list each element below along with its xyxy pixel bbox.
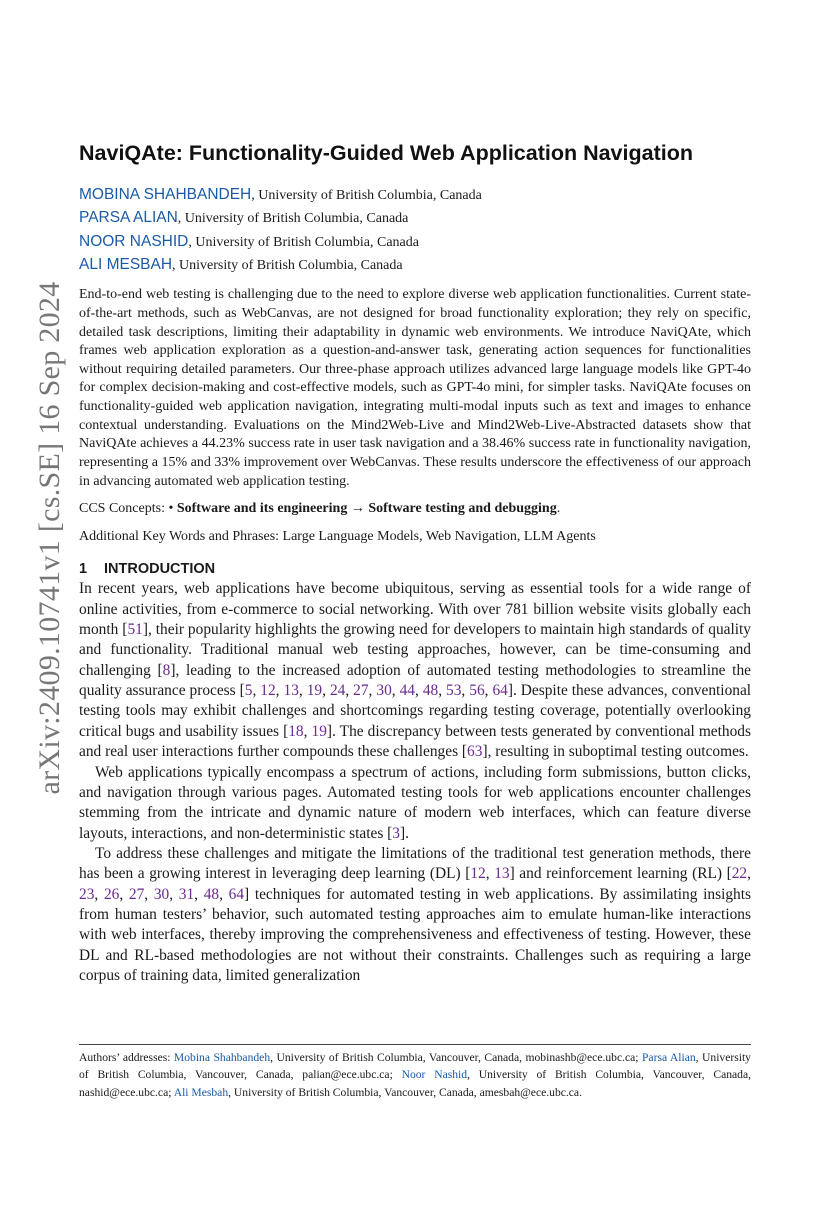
paragraph-text: ]. (400, 824, 409, 842)
body-paragraph (79, 844, 751, 986)
author-entry (79, 254, 751, 277)
paragraph-text: , (391, 682, 400, 700)
author-affiliation: , University of British Columbia, Canada (172, 257, 403, 273)
citation-link[interactable]: 44 (399, 682, 415, 700)
author-link[interactable]: Noor Nashid (401, 1068, 468, 1082)
paper-title: NaviQAte: Functionality-Guided Web Application Navigation (79, 141, 693, 165)
paragraph-text: , (368, 682, 377, 700)
citation-link[interactable]: 18 (288, 722, 304, 740)
ccs-concept: Software and its engineering (176, 501, 348, 517)
paragraph-text: , (345, 682, 354, 700)
author-entry (79, 184, 751, 207)
body-paragraph (79, 579, 751, 762)
citation-link[interactable]: 27 (128, 885, 145, 903)
body-paragraph (79, 763, 751, 844)
citation-link[interactable]: 3 (392, 824, 400, 842)
arxiv-identifier-text: arXiv:2409.10741v1 [cs.SE] 16 Sep 2024 (33, 281, 66, 795)
citation-link[interactable]: 13 (494, 865, 510, 883)
ccs-subconcept: Software testing and debugging (368, 501, 557, 517)
arxiv-identifier-sidebar (30, 238, 70, 838)
author-name[interactable]: ALI MESBAH (79, 255, 173, 273)
paragraph-text: , (252, 682, 261, 700)
author-link[interactable]: Mobina Shahbandeh (173, 1051, 271, 1064)
citation-link[interactable]: 19 (306, 682, 323, 700)
author-affiliation: , University of British Columbia, Canada (177, 211, 409, 227)
introduction-body (79, 579, 751, 986)
paragraph-text: , (94, 885, 104, 903)
citation-link[interactable]: 48 (203, 885, 220, 903)
ccs-arrow: → (347, 501, 369, 517)
citation-link[interactable]: 13 (283, 682, 299, 700)
citation-link[interactable]: 64 (492, 682, 508, 700)
citation-link[interactable]: 5 (244, 682, 253, 700)
author-entry (79, 207, 751, 230)
author-affiliation: , University of British Columbia, Canada (188, 234, 419, 250)
citation-link[interactable]: 12 (260, 682, 276, 700)
paper-page (79, 138, 751, 986)
author-entry (79, 231, 751, 254)
citation-link[interactable]: 64 (228, 885, 245, 903)
section-title: INTRODUCTION (104, 561, 216, 578)
paragraph-text: ], their popularity highlights the growing need for developers to maintain high standards of quality and functionality. Traditional manual web testing approaches, however, can be time-consuming and challenging [ (79, 621, 751, 679)
citation-link[interactable]: 51 (127, 621, 143, 639)
ccs-concepts (79, 499, 751, 519)
paragraph-text: ]. The discrepancy between tests generated by conventional methods and real user interactions further compounds these challenges [ (79, 722, 751, 761)
paragraph-text: ] techniques for automated testing in web applications. By assimilating insights from human testers’ behavior, such automated testing approaches aim to emulate human-like interactions with web interfaces, thereby improving the comprehensiveness and effectiveness of testing. However, these DL and RL-based methodologies are not without their constraints. Challenges such as requiring a large corpus of training data, limited generalization (79, 885, 752, 984)
ccs-suffix: . (556, 501, 561, 517)
author-name[interactable]: NOOR NASHID (79, 232, 189, 250)
author-affiliation: , University of British Columbia, Canada (251, 188, 482, 203)
paragraph-text: , (303, 722, 312, 740)
footnote-text: , University of British Columbia, Vancouver, Canada, palian@ece.ubc.ca; (79, 1051, 751, 1082)
author-list (79, 184, 751, 277)
citation-link[interactable]: 8 (162, 661, 171, 679)
citation-link[interactable]: 24 (329, 682, 346, 700)
citation-link[interactable]: 56 (469, 682, 485, 700)
citation-link[interactable]: 48 (422, 682, 439, 700)
citation-link[interactable]: 12 (470, 865, 486, 883)
paragraph-text: , (219, 885, 229, 903)
footnote-text: Authors’ addresses: (79, 1051, 174, 1064)
citation-link[interactable]: 27 (353, 682, 369, 700)
citation-link[interactable]: 22 (731, 865, 748, 883)
citation-link[interactable]: 31 (178, 885, 195, 903)
paragraph-text: , (194, 885, 204, 903)
citation-link[interactable]: 30 (153, 885, 170, 903)
authors-addresses-footnote (79, 1044, 751, 1101)
section-heading (79, 559, 751, 579)
paragraph-text: , (484, 682, 493, 700)
paragraph-text: , (461, 682, 470, 700)
paragraph-text: , (144, 885, 154, 903)
paragraph-text: , (322, 682, 330, 700)
paragraph-text: ]. Despite these advances, conventional testing tools may exhibit challenges and shortcomings regarding testing coverage, potentially overlooking critical bugs and usability issues [ (79, 682, 752, 740)
paragraph-text: In recent years, web applications have become ubiquitous, serving as essential tools for a wide range of online activities, from e-commerce to social networking. With over 781 billion website visits globally each month [ (79, 580, 751, 639)
citation-link[interactable]: 53 (446, 682, 462, 700)
author-name[interactable]: PARSA ALIAN (79, 209, 178, 227)
footnote-text: , University of British Columbia, Vancouver, Canada, amesbah@ece.ubc.ca. (228, 1085, 582, 1099)
paragraph-text: , (747, 865, 751, 883)
citation-link[interactable]: 19 (311, 722, 327, 740)
paragraph-text: Web applications typically encompass a spectrum of actions, including form submissions, button clicks, and navigation through various pages. Automated testing tools for web applications encounter challenges stemming from the intricate and dynamic nature of modern web interfaces, which can feature diverse layouts, interactions, and non-deterministic states [ (79, 763, 751, 842)
citation-link[interactable]: 23 (79, 885, 95, 903)
keywords: Additional Key Words and Phrases: Large Language Models, Web Navigation, LLM Agents (79, 529, 596, 545)
author-link[interactable]: Ali Mesbah (173, 1085, 229, 1099)
citation-link[interactable]: 63 (467, 743, 483, 761)
paragraph-text: , (298, 682, 307, 700)
paragraph-text: , (119, 885, 129, 903)
paragraph-text: ] and reinforcement learning (RL) [ (509, 865, 732, 883)
paragraph-text: , (438, 682, 447, 700)
author-name[interactable]: MOBINA SHAHBANDEH (79, 186, 252, 203)
paragraph-text: , (275, 682, 284, 700)
footnote-text: , University of British Columbia, Vancouver, Canada, mobinashb@ece.ubc.ca; (270, 1051, 642, 1064)
section-number: 1 (79, 561, 88, 578)
author-link[interactable]: Parsa Alian (641, 1051, 696, 1064)
paragraph-text: , (169, 885, 179, 903)
abstract: End-to-end web testing is challenging due to the need to explore diverse web application functionalities. Current state-of-the-art methods, such as WebCanvas, are not designed for broad functionality exploration; they rely on specific, detailed task descriptions, limiting their adaptability in dynamic web environments. We introduce NaviQAte, which frames web application exploration as a question-and-answer task, generating action sequences for functionalities without requiring detailed parameters. Our three-phase approach utilizes advanced large language models like GPT-4o for complex decision-making and cost-effective models, such as GPT-4o mini, for simpler tasks. NaviQAte focuses on functionality-guided web application navigation, integrating multi-modal inputs such as text and images to enhance contextual understanding. Evaluations on the Mind2Web-Live and Mind2Web-Live-Abstracted datasets show that NaviQAte achieves a 44.23% success rate in user task navigation and a 38.46% success rate in functionality navigation, representing a 15% and 33% improvement over WebCanvas. These results underscore the effectiveness of our approach in advancing automated web application testing. (79, 287, 751, 489)
paragraph-text: ], leading to the increased adoption of automated testing methodologies to streamline the quality assurance process [ (79, 661, 751, 700)
ccs-prefix: CCS Concepts: • (79, 501, 177, 517)
paragraph-text: ], resulting in suboptimal testing outcomes. (482, 743, 749, 761)
citation-link[interactable]: 26 (103, 885, 120, 903)
paragraph-text: To address these challenges and mitigate the limitations of the traditional test generation methods, there has been a growing interest in leveraging deep learning (DL) [ (79, 844, 751, 883)
paragraph-text: , (485, 865, 495, 883)
paragraph-text: , (414, 682, 423, 700)
citation-link[interactable]: 30 (376, 682, 392, 700)
footnote-text: , University of British Columbia, Vancouver, Canada, nashid@ece.ubc.ca; (79, 1068, 751, 1099)
